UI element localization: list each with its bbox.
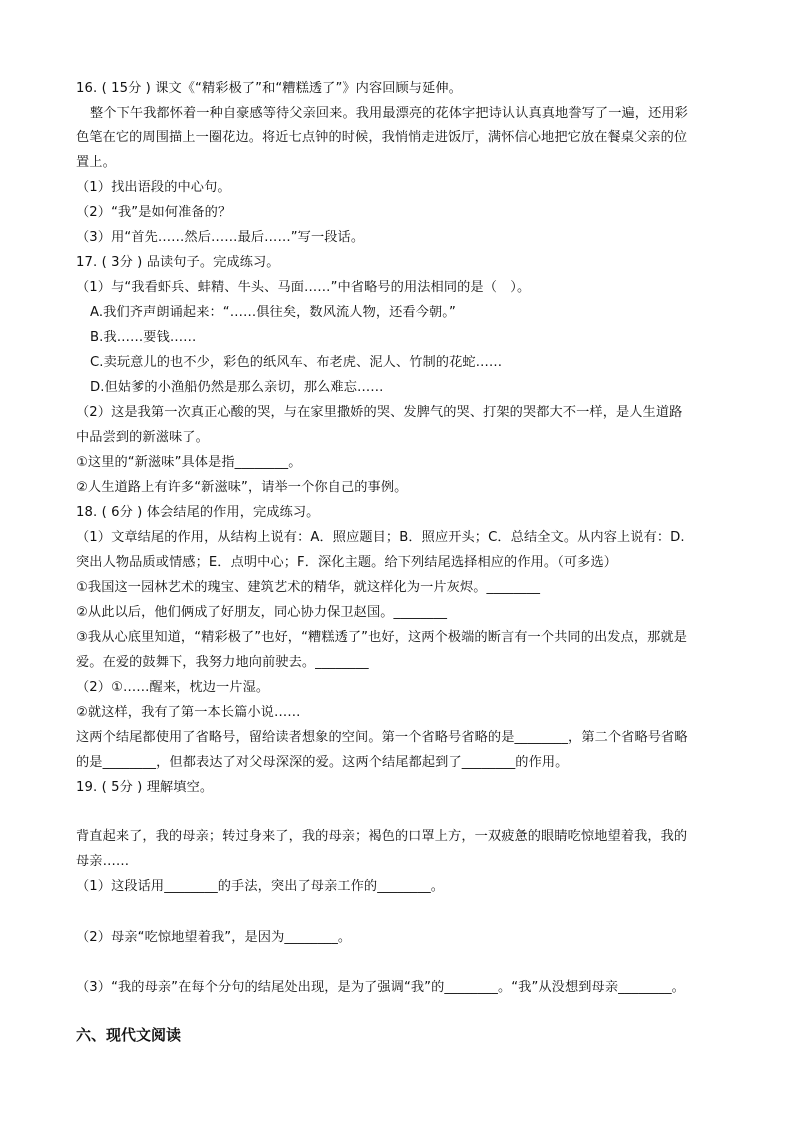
q19-item: （3）“我的母亲”在每个分句的结尾处出现，是为了强调“我”的________。“我”从没想到母亲________。: [76, 980, 685, 995]
q19-title: 19. ( 5分 ) 理解填空。: [76, 780, 214, 795]
q16-item: （1）找出语段的中心句。: [76, 180, 231, 195]
q17-line: ①这里的“新滋味”具体是指________。: [76, 455, 302, 470]
q17-option-a: A.我们齐声朗诵起来：“……俱往矣，数风流人物，还看今朝。”: [90, 305, 456, 320]
q17-option-d: D.但姑爹的小渔船仍然是那么亲切，那么难忘……: [90, 380, 384, 395]
q17-option-b: B.我……要钱……: [90, 330, 197, 345]
q18-line: 这两个结尾都使用了省略号，留给读者想象的空间。第一个省略号省略的是________，第二个省略号省略: [76, 730, 688, 745]
q18-line: ③我从心底里知道，“精彩极了”也好，“糟糕透了”也好，这两个极端的断言有一个共同的出发点，那就是: [76, 630, 688, 645]
q18-line: 爱。在爱的鼓舞下，我努力地向前驶去。________: [76, 655, 369, 670]
q18-line: 的是________，但都表达了对父母深深的爱。这两个结尾都起到了________的作用。: [76, 755, 569, 770]
q17-title: 17. ( 3分 ) 品读句子。完成练习。: [76, 255, 280, 270]
q17-line: （2）这是我第一次真正心酸的哭，与在家里撒娇的哭、发脾气的哭、打架的哭都大不一样，是人生道路: [76, 405, 683, 420]
q18-line: ②就这样，我有了第一本长篇小说……: [76, 705, 301, 720]
q16-item: （2）“我”是如何准备的？: [76, 205, 232, 220]
q18-line: ②从此以后，他们俩成了好朋友，同心协力保卫赵国。________: [76, 605, 448, 620]
q16-passage-line: 置上。: [76, 155, 116, 170]
q17-line: 中品尝到的新滋味了。: [76, 430, 209, 445]
q18-line: （1）文章结尾的作用，从结构上说有：A．照应题目；B．照应开头；C．总结全文。从内容上说有：D.: [76, 530, 685, 545]
q18-line: 突出人物品质或情感；E．点明中心；F．深化主题。给下列结尾选择相应的作用。（可多选）: [76, 555, 618, 570]
q18-line: （2）①……醒来，枕边一片湿。: [76, 680, 270, 695]
q17-option-c: C.卖玩意儿的也不少，彩色的纸风车、布老虎、泥人、竹制的花蛇……: [90, 355, 503, 370]
q16-title: 16. ( 15分 ) 课文《“精彩极了”和“糟糕透了”》内容回顾与延伸。: [76, 81, 462, 96]
q19-item: （1）这段话用________的手法，突出了母亲工作的________。: [76, 879, 445, 894]
q19-passage-line: 母亲……: [76, 854, 130, 869]
q16-passage-line: 整个下午我都怀着一种自豪感等待父亲回来。我用最漂亮的花体字把诗认认真真地誊写了一遍，还用彩: [90, 106, 688, 121]
q18-line: ①我国这一园林艺术的瑰宝、建筑艺术的精华，就这样化为一片灰烬。________: [76, 580, 541, 595]
section-heading: 六、现代文阅读: [76, 1026, 182, 1044]
q18-title: 18. ( 6分 ) 体会结尾的作用，完成练习。: [76, 505, 320, 520]
q19-item: （2）母亲“吃惊地望着我”，是因为________。: [76, 930, 352, 945]
q16-passage-line: 色笔在它的周围描上一圈花边。将近七点钟的时候，我悄悄走进饭厅，满怀信心地把它放在餐桌父亲的位: [76, 130, 688, 145]
q17-line: （1）与“我看虾兵、蚌精、牛头、马面……”中省略号的用法相同的是（ ）。: [76, 280, 531, 295]
q17-line: ②人生道路上有许多“新滋味”，请举一个你自己的事例。: [76, 480, 408, 495]
q19-passage-line: 背直起来了，我的母亲；转过身来了，我的母亲；褐色的口罩上方，一双疲惫的眼睛吃惊地望着我，我的: [76, 829, 688, 844]
q16-item: （3）用“首先……然后……最后……”写一段话。: [76, 230, 365, 245]
